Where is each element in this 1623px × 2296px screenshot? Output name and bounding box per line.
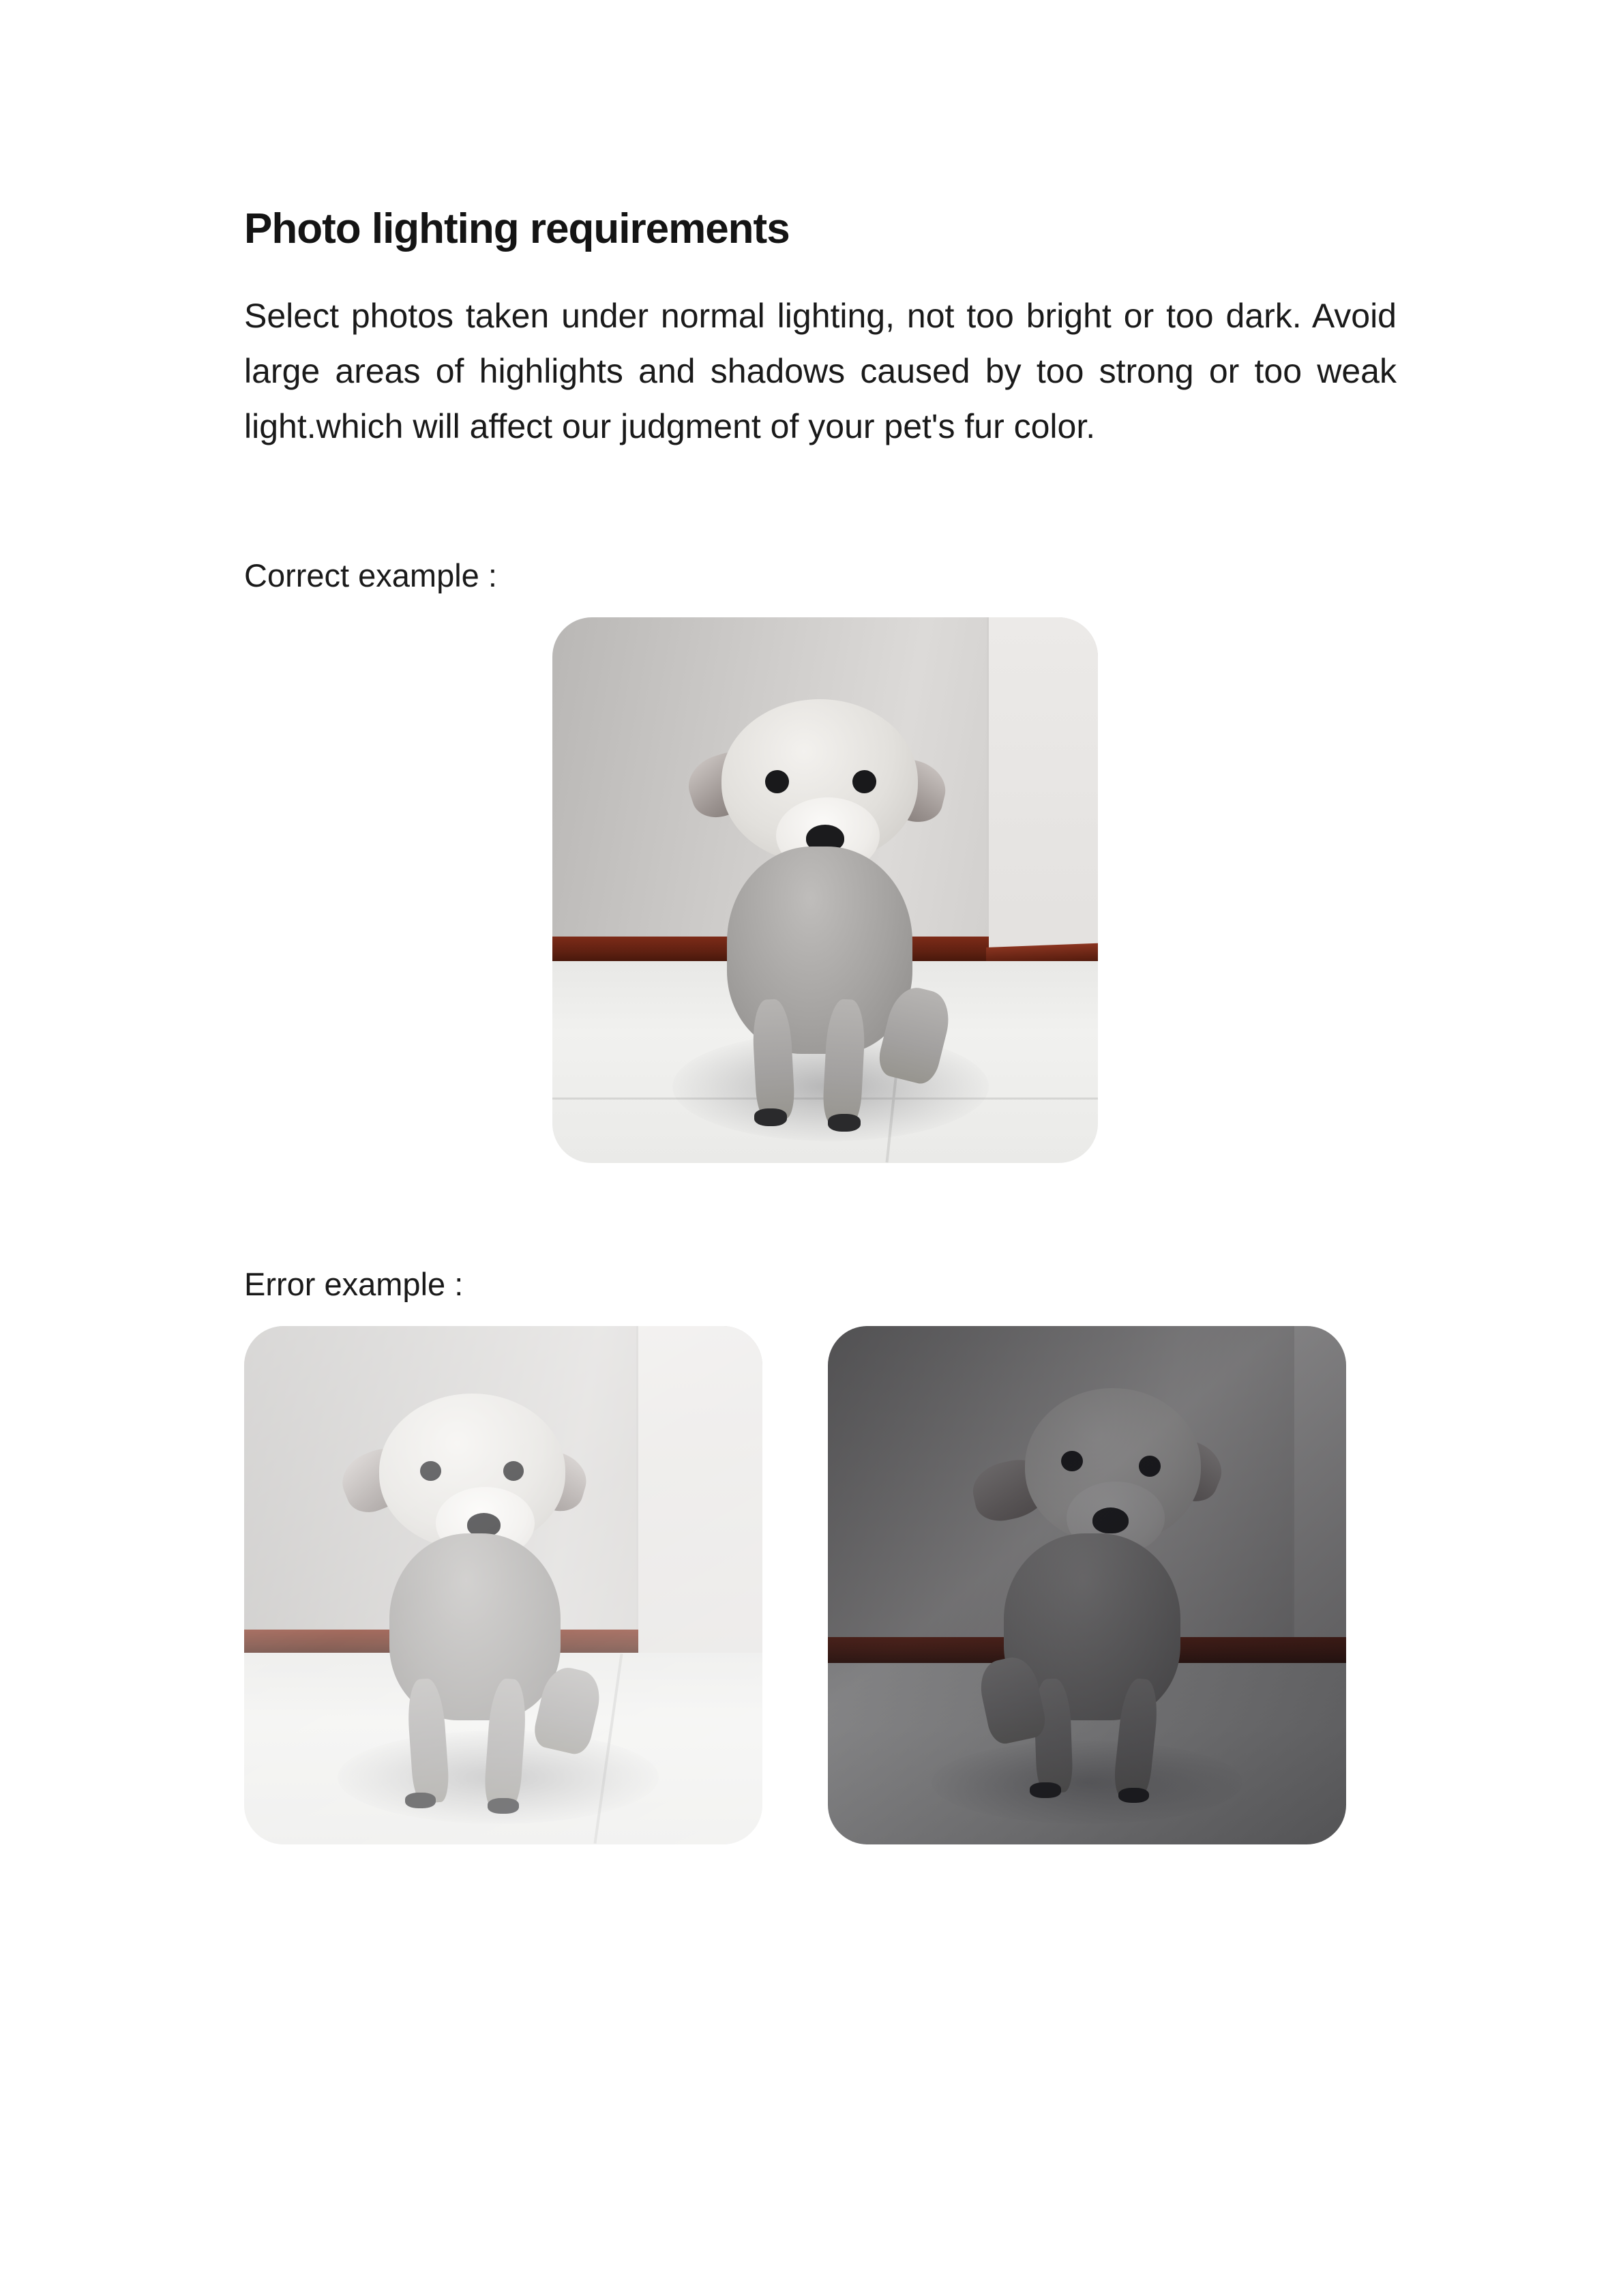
correct-example-label: Correct example : <box>244 557 497 594</box>
spacer <box>244 1163 1417 1265</box>
page-title: Photo lighting requirements <box>244 205 790 252</box>
dog-paw-right <box>828 1114 861 1132</box>
spacer <box>244 454 1417 557</box>
wall-corner <box>987 617 1098 961</box>
spacer <box>244 594 1417 617</box>
dog-eye-left <box>765 770 789 793</box>
document-content <box>244 205 1417 1844</box>
overexposed-dog-photo <box>244 1326 762 1844</box>
overexposure-overlay <box>244 1326 762 1844</box>
dog-paw-left <box>754 1108 787 1126</box>
error-example-label: Error example : <box>244 1266 464 1303</box>
underexposure-overlay <box>828 1326 1346 1844</box>
photo-scene <box>828 1326 1346 1844</box>
dog-eye-right <box>852 770 876 793</box>
error-example-row <box>244 1326 1417 1844</box>
photo-scene <box>244 1326 762 1844</box>
instructions-paragraph: Select photos taken under normal lighting, not too bright or too dark. Avoid large areas of highlights and shadows caused by too strong or too weak light.which will affect our judgment of your pet's fur color. <box>244 297 1397 446</box>
correct-lighting-dog-photo <box>552 617 1098 1163</box>
underexposed-dog-photo <box>828 1326 1346 1844</box>
photo-scene <box>552 617 1098 1163</box>
correct-example-row <box>244 617 1417 1163</box>
spacer <box>244 1303 1417 1326</box>
